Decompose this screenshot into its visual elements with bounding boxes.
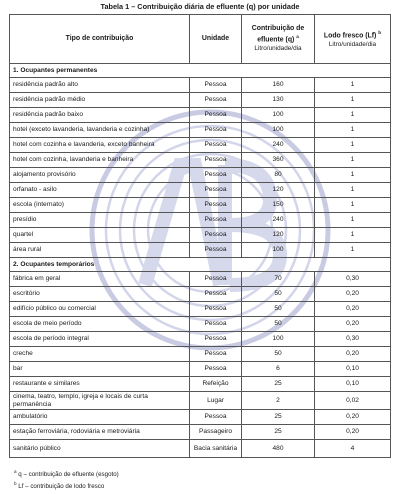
cell-lodo: 1 (315, 168, 391, 183)
table-row (10, 228, 391, 243)
table-row (10, 213, 391, 228)
cell-unidade: Pessoa (190, 302, 242, 317)
cell-unidade: Pessoa (190, 153, 242, 168)
cell-lodo: 1 (315, 93, 391, 108)
table-row (10, 347, 391, 362)
cell-unidade: Pessoa (190, 228, 242, 243)
cell-contribuicao: 100 (242, 332, 315, 347)
cell-tipo: escola de meio período (10, 317, 190, 332)
table-row (10, 272, 391, 287)
table-row (10, 78, 391, 93)
cell-unidade: Pessoa (190, 243, 242, 258)
table-header-row (10, 15, 391, 64)
cell-tipo: residência padrão médio (10, 93, 190, 108)
cell-unidade: Pessoa (190, 93, 242, 108)
cell-lodo: 0,10 (315, 377, 391, 392)
cell-tipo: presídio (10, 213, 190, 228)
table-row (10, 317, 391, 332)
cell-contribuicao: 2 (242, 392, 315, 410)
header-tipo: Tipo de contribuição (10, 15, 190, 64)
cell-contribuicao: 360 (242, 153, 315, 168)
cell-contribuicao: 120 (242, 183, 315, 198)
cell-lodo: 1 (315, 183, 391, 198)
cell-tipo: escola de período integral (10, 332, 190, 347)
header-contribuicao (242, 15, 315, 64)
cell-contribuicao: 25 (242, 410, 315, 425)
cell-contribuicao: 100 (242, 243, 315, 258)
cell-tipo: hotel (exceto lavanderia, lavanderia e cozinha) (10, 123, 190, 138)
cell-tipo: creche (10, 347, 190, 362)
table-row (10, 243, 391, 258)
footnote-a-mark: a (14, 469, 17, 474)
cell-lodo: 1 (315, 153, 391, 168)
table-row (10, 440, 391, 458)
cell-contribuicao: 50 (242, 302, 315, 317)
header-unidade: Unidade (190, 15, 242, 64)
cell-lodo: 0,20 (315, 287, 391, 302)
cell-contribuicao: 120 (242, 228, 315, 243)
cell-lodo: 0,20 (315, 317, 391, 332)
cell-unidade: Pessoa (190, 213, 242, 228)
cell-unidade: Pessoa (190, 362, 242, 377)
cell-contribuicao: 240 (242, 138, 315, 153)
header-lodo (315, 15, 391, 64)
cell-contribuicao: 6 (242, 362, 315, 377)
cell-tipo: escola (internato) (10, 198, 190, 213)
table-row (10, 93, 391, 108)
cell-lodo: 0,20 (315, 425, 391, 440)
cell-lodo: 0,20 (315, 302, 391, 317)
cell-contribuicao: 50 (242, 287, 315, 302)
header-lodo-label: Lodo fresco (Lf) (323, 32, 377, 40)
cell-unidade: Pessoa (190, 123, 242, 138)
section-title: 2. Ocupantes temporários (10, 258, 391, 272)
cell-unidade: Pessoa (190, 138, 242, 153)
cell-lodo: 1 (315, 108, 391, 123)
header-contribuicao-unit: Litro/unidade/dia (254, 44, 302, 52)
cell-contribuicao: 100 (242, 108, 315, 123)
header-lodo-sup: b (378, 30, 382, 36)
cell-unidade: Pessoa (190, 168, 242, 183)
section-row (10, 258, 391, 272)
cell-unidade: Pessoa (190, 272, 242, 287)
cell-contribuicao: 150 (242, 198, 315, 213)
cell-contribuicao: 130 (242, 93, 315, 108)
cell-unidade: Refeição (190, 377, 242, 392)
table-row (10, 168, 391, 183)
table-row (10, 332, 391, 347)
table-row (10, 138, 391, 153)
table-row (10, 123, 391, 138)
cell-tipo: hotel com cozinha e lavanderia, exceto banheira (10, 138, 190, 153)
table-row (10, 377, 391, 392)
footnote-b (14, 481, 104, 490)
cell-lodo: 4 (315, 440, 391, 458)
cell-tipo: escritório (10, 287, 190, 302)
contribution-table (9, 14, 391, 458)
cell-contribuicao: 25 (242, 425, 315, 440)
cell-unidade: Pessoa (190, 317, 242, 332)
table-row (10, 425, 391, 440)
table-row (10, 108, 391, 123)
cell-unidade: Pessoa (190, 347, 242, 362)
cell-tipo: fábrica em geral (10, 272, 190, 287)
cell-tipo: restaurante e similares (10, 377, 190, 392)
cell-lodo: 1 (315, 78, 391, 93)
table-row (10, 362, 391, 377)
footnote-a-text: q – contribuição de efluente (esgoto) (18, 471, 119, 479)
cell-lodo: 0,10 (315, 362, 391, 377)
cell-unidade: Pessoa (190, 332, 242, 347)
cell-lodo: 0,20 (315, 347, 391, 362)
footnote-b-text: Lf – contribuição de lodo fresco (18, 483, 105, 491)
table-row (10, 410, 391, 425)
cell-tipo: residência padrão baixo (10, 108, 190, 123)
cell-lodo: 0,30 (315, 332, 391, 347)
cell-unidade: Pessoa (190, 78, 242, 93)
cell-lodo: 1 (315, 243, 391, 258)
cell-contribuicao: 160 (242, 78, 315, 93)
cell-lodo: 1 (315, 213, 391, 228)
cell-lodo: 0,30 (315, 272, 391, 287)
cell-unidade: Pessoa (190, 410, 242, 425)
cell-lodo: 0,20 (315, 410, 391, 425)
cell-unidade: Pessoa (190, 183, 242, 198)
cell-lodo: 1 (315, 123, 391, 138)
cell-tipo: cinema, teatro, templo, igreja e locais de curta permanência (10, 392, 190, 410)
section-row (10, 64, 391, 78)
footnote-b-mark: b (14, 481, 17, 486)
header-contribuicao-sup: a (296, 34, 299, 40)
cell-tipo: orfanato - asilo (10, 183, 190, 198)
cell-contribuicao: 100 (242, 123, 315, 138)
section-title: 1. Ocupantes permanentes (10, 64, 391, 78)
cell-unidade: Bacia sanitária (190, 440, 242, 458)
cell-contribuicao: 50 (242, 317, 315, 332)
cell-unidade: Lugar (190, 392, 242, 410)
cell-tipo: estação ferroviária, rodoviária e metroviária (10, 425, 190, 440)
cell-unidade: Pessoa (190, 108, 242, 123)
header-contribuicao-label: Contribuição de efluente (q) (251, 25, 305, 44)
cell-tipo: área rural (10, 243, 190, 258)
cell-tipo: sanitário público (10, 440, 190, 458)
table-caption: Tabela 1 – Contribuição diária de efluente (q) por unidade (100, 2, 300, 11)
cell-tipo: bar (10, 362, 190, 377)
cell-tipo: quartel (10, 228, 190, 243)
cell-contribuicao: 70 (242, 272, 315, 287)
cell-lodo: 1 (315, 138, 391, 153)
cell-contribuicao: 240 (242, 213, 315, 228)
table-row (10, 392, 391, 410)
cell-contribuicao: 50 (242, 347, 315, 362)
cell-tipo: hotel com cozinha, lavanderia e banheira (10, 153, 190, 168)
cell-contribuicao: 80 (242, 168, 315, 183)
table-row (10, 183, 391, 198)
cell-unidade: Pessoa (190, 198, 242, 213)
table-row (10, 287, 391, 302)
cell-contribuicao: 480 (242, 440, 315, 458)
table-row (10, 198, 391, 213)
table-body (10, 64, 391, 458)
cell-tipo: ambulatório (10, 410, 190, 425)
cell-tipo: edifício público ou comercial (10, 302, 190, 317)
table-row (10, 302, 391, 317)
cell-lodo: 1 (315, 228, 391, 243)
cell-lodo: 0,02 (315, 392, 391, 410)
cell-unidade: Passageiro (190, 425, 242, 440)
cell-contribuicao: 25 (242, 377, 315, 392)
cell-tipo: residência padrão alto (10, 78, 190, 93)
cell-unidade: Pessoa (190, 287, 242, 302)
header-lodo-unit: Litro/unidade/dia (328, 40, 377, 48)
cell-lodo: 1 (315, 198, 391, 213)
footnote-a (14, 469, 119, 478)
table-row (10, 153, 391, 168)
cell-tipo: alojamento provisório (10, 168, 190, 183)
